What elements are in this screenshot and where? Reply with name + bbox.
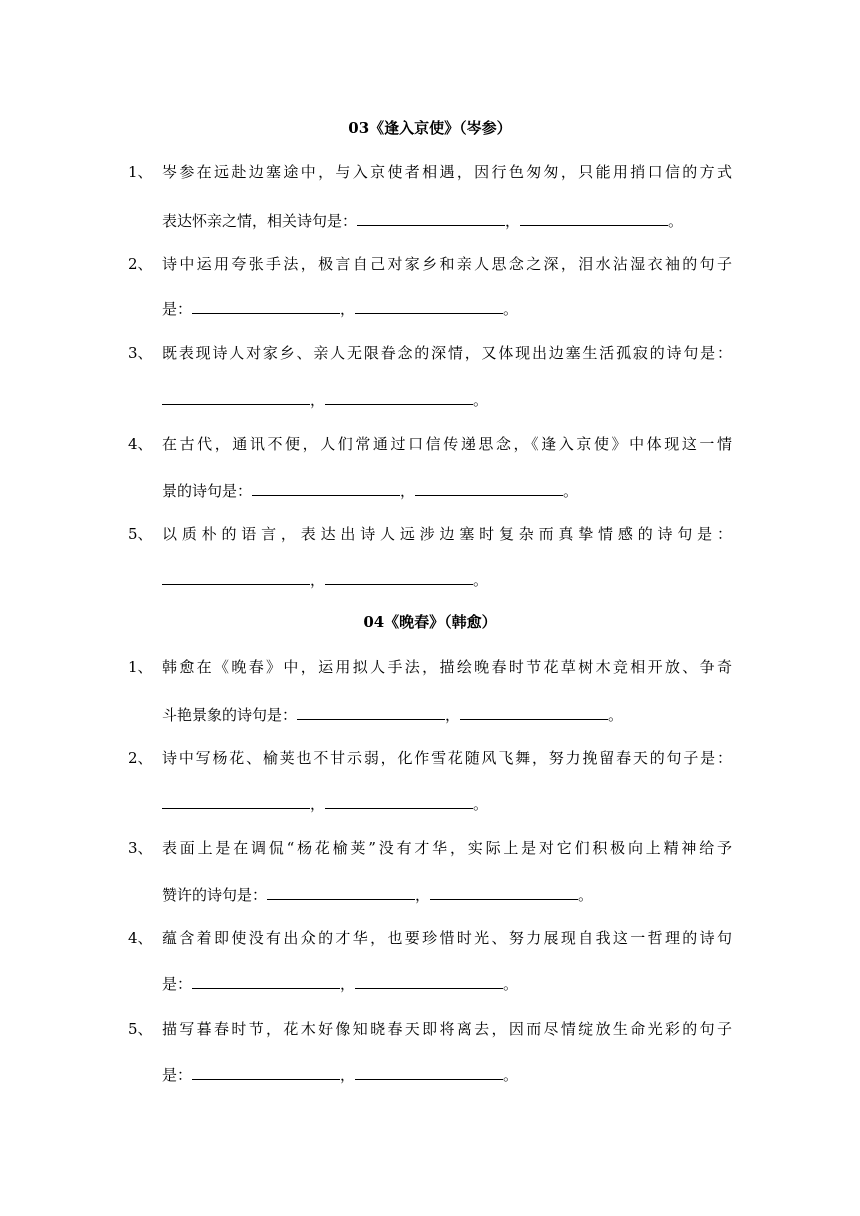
answer-separator: ， [400, 482, 416, 500]
answer-blank[interactable] [430, 884, 578, 900]
answer-blank[interactable] [415, 480, 563, 496]
answer-blank[interactable] [252, 480, 400, 496]
answer-separator: ， [310, 391, 326, 409]
question-text: 岑参在远赴边塞途中，与入京使者相遇，因行色匆匆，只能用捎口信的方式 [162, 163, 732, 181]
answer-prefix: 是： [162, 1066, 193, 1084]
answer-end: 。 [473, 795, 489, 813]
answer-prefix: 表达怀亲之情，相关诗句是： [162, 212, 358, 230]
answer-end: 。 [578, 886, 594, 904]
answer-end: 。 [668, 212, 684, 230]
question-number: 4、 [128, 435, 153, 453]
answer-blank[interactable] [162, 389, 310, 405]
answer-blank[interactable] [325, 569, 473, 585]
answer-line [162, 793, 732, 814]
answer-separator: ， [310, 571, 326, 589]
answer-end: 。 [563, 482, 579, 500]
answer-prefix: 景的诗句是： [162, 482, 253, 500]
question-number: 1、 [128, 163, 153, 181]
question-text: 既表现诗人对家乡、亲人无限眷念的深情，又体现出边塞生活孤寂的诗句是： [162, 344, 732, 362]
question-number: 3、 [128, 344, 153, 362]
answer-line [162, 569, 732, 590]
answer-separator: ， [445, 706, 461, 724]
answer-blank[interactable] [357, 210, 505, 226]
question-number: 2、 [128, 749, 153, 767]
question-text: 在古代，通讯不便，人们常通过口信传递思念，《逢入京使》中体现这一情 [162, 435, 732, 453]
answer-blank[interactable] [520, 210, 668, 226]
question-text: 描写暮春时节，花木好像知晓春天即将离去，因而尽情绽放生命光彩的句子 [162, 1020, 732, 1038]
answer-blank[interactable] [460, 704, 608, 720]
answer-blank[interactable] [325, 793, 473, 809]
answer-line [162, 389, 732, 410]
answer-line [162, 973, 732, 994]
answer-separator: ， [340, 975, 356, 993]
answer-prefix: 赞许的诗句是： [162, 886, 268, 904]
answer-blank[interactable] [192, 973, 340, 989]
section-title-2: 04《晚春》（韩愈） [363, 613, 497, 631]
answer-end: 。 [503, 975, 519, 993]
answer-separator: ， [505, 212, 521, 230]
answer-blank[interactable] [297, 704, 445, 720]
question-text: 诗中写杨花、榆荚也不甘示弱，化作雪花随风飞舞，努力挽留春天的句子是： [162, 749, 732, 767]
answer-separator: ， [310, 795, 326, 813]
answer-blank[interactable] [355, 973, 503, 989]
answer-end: 。 [503, 300, 519, 318]
question-number: 5、 [128, 525, 153, 543]
answer-blank[interactable] [192, 1064, 340, 1080]
answer-line [162, 884, 732, 905]
question-text: 以质朴的语言，表达出诗人远涉边塞时复杂而真挚情感的诗句是： [162, 525, 732, 543]
answer-blank[interactable] [325, 389, 473, 405]
answer-line [162, 480, 732, 501]
answer-prefix: 是： [162, 300, 193, 318]
question-number: 3、 [128, 839, 153, 857]
answer-prefix: 是： [162, 975, 193, 993]
answer-separator: ， [340, 300, 356, 318]
answer-blank[interactable] [355, 298, 503, 314]
answer-blank[interactable] [267, 884, 415, 900]
answer-line [162, 1064, 732, 1085]
answer-blank[interactable] [162, 569, 310, 585]
question-text: 蕴含着即使没有出众的才华，也要珍惜时光、努力展现自我这一哲理的诗句 [162, 929, 732, 947]
question-text: 表面上是在调侃“杨花榆荚”没有才华，实际上是对它们积极向上精神给予 [162, 839, 732, 857]
question-text: 韩愈在《晚春》中，运用拟人手法，描绘晚春时节花草树木竞相开放、争奇 [162, 658, 732, 676]
section-title-1: 03《逢入京使》（岑参） [348, 119, 512, 137]
answer-line [162, 298, 732, 319]
answer-end: 。 [503, 1066, 519, 1084]
answer-blank[interactable] [192, 298, 340, 314]
answer-line [162, 210, 732, 231]
question-text: 诗中运用夸张手法，极言自己对家乡和亲人思念之深，泪水沾湿衣袖的句子 [162, 255, 732, 273]
question-number: 5、 [128, 1020, 153, 1038]
question-number: 4、 [128, 929, 153, 947]
answer-end: 。 [608, 706, 624, 724]
question-number: 2、 [128, 255, 153, 273]
answer-end: 。 [473, 391, 489, 409]
answer-separator: ， [340, 1066, 356, 1084]
answer-end: 。 [473, 571, 489, 589]
answer-blank[interactable] [162, 793, 310, 809]
answer-line [162, 704, 732, 725]
answer-prefix: 斗艳景象的诗句是： [162, 706, 298, 724]
answer-separator: ， [415, 886, 431, 904]
answer-blank[interactable] [355, 1064, 503, 1080]
question-number: 1、 [128, 658, 153, 676]
